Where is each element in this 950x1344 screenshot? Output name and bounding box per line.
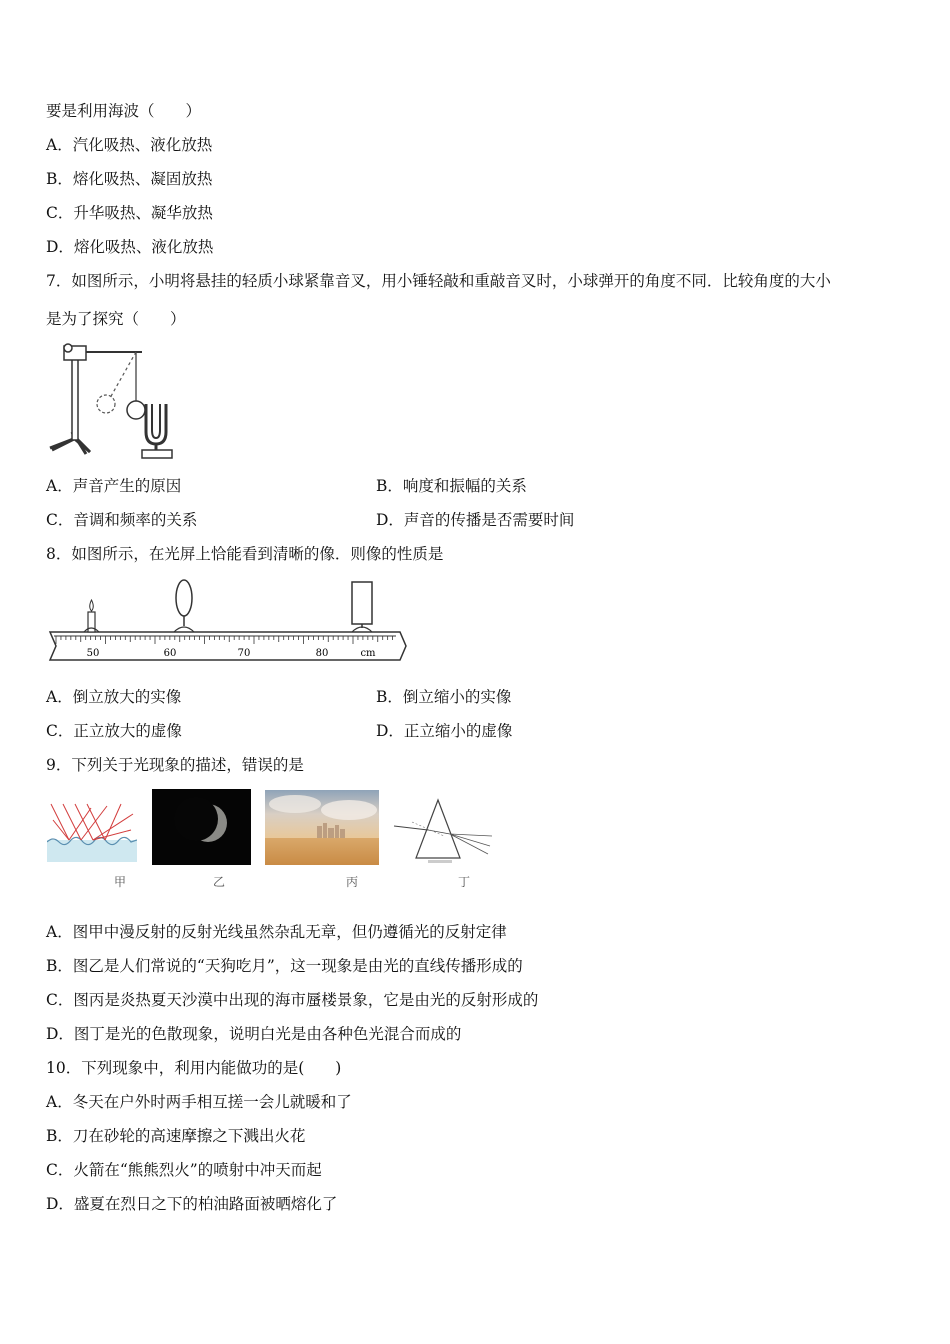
caption-jia: 甲	[114, 875, 127, 889]
q8-option-c: C．正立放大的虚像	[46, 722, 182, 740]
q6-option-d: D．熔化吸热、液化放热	[46, 238, 214, 256]
ruler-label-50: 50	[86, 648, 100, 659]
caption-ding: 丁	[458, 875, 471, 889]
q8-option-a: A．倒立放大的实像	[46, 688, 182, 706]
q10-option-b: B．刀在砂轮的高速摩擦之下溅出火花	[46, 1127, 306, 1145]
q9-option-a: A．图甲中漫反射的反射光线虽然杂乱无章，但仍遵循光的反射定律	[46, 923, 507, 941]
q6-option-c: C．升华吸热、凝华放热	[46, 204, 213, 222]
q10-option-d: D．盛夏在烈日之下的柏油路面被晒熔化了	[46, 1195, 338, 1213]
q8-option-b: B．倒立缩小的实像	[376, 688, 512, 706]
desert-mirage-image	[265, 790, 379, 865]
diffuse-reflection-image	[47, 800, 137, 862]
q8-option-d: D．正立缩小的虚像	[376, 722, 513, 740]
ruler-label-80: 80	[315, 648, 329, 659]
q9-option-c: C．图丙是炎热夏天沙漠中出现的海市蜃楼景象，它是由光的反射形成的	[46, 991, 539, 1009]
q9-option-d: D．图丁是光的色散现象，说明白光是由各种色光混合而成的	[46, 1025, 462, 1043]
ruler-label-60: 60	[163, 648, 177, 659]
q10-stem: 10．下列现象中，利用内能做功的是( )	[46, 1059, 342, 1077]
q7-stem-line1: 7．如图所示，小明将悬挂的轻质小球紧靠音叉，用小锤轻敲和重敲音叉时，小球弹开的角度不同．比较角度的大小	[46, 272, 831, 290]
q10-option-a: A．冬天在户外时两手相互搓一会儿就暖和了	[46, 1093, 352, 1111]
q6-option-a: A．汽化吸热、液化放热	[46, 136, 213, 154]
ruler-label-70: 70	[237, 648, 251, 659]
q7-option-a: A．声音产生的原因	[46, 477, 182, 495]
q6-option-b: B．熔化吸热、凝固放热	[46, 170, 213, 188]
q9-option-b: B．图乙是人们常说的“天狗吃月”，这一现象是由光的直线传播形成的	[46, 957, 523, 975]
q7-option-c: C．音调和频率的关系	[46, 511, 198, 529]
q8-stem: 8．如图所示，在光屏上恰能看到清晰的像．则像的性质是	[46, 545, 444, 563]
q10-option-c: C．火箭在“熊熊烈火”的喷射中冲天而起	[46, 1161, 322, 1179]
q6-stem-tail: 要是利用海波（ ）	[46, 102, 202, 120]
tuning-fork-figure	[46, 340, 186, 465]
q7-stem-line2: 是为了探究（ ）	[46, 310, 186, 328]
caption-yi: 乙	[213, 875, 226, 889]
caption-bing: 丙	[346, 875, 359, 889]
ruler-label-cm: cm	[360, 648, 376, 659]
prism-dispersion-image	[392, 796, 496, 866]
q7-option-d: D．声音的传播是否需要时间	[376, 511, 575, 529]
optical-bench-figure	[44, 576, 410, 672]
lunar-eclipse-image	[152, 789, 251, 865]
q7-option-b: B．响度和振幅的关系	[376, 477, 527, 495]
q9-stem: 9．下列关于光现象的描述，错误的是	[46, 756, 304, 774]
